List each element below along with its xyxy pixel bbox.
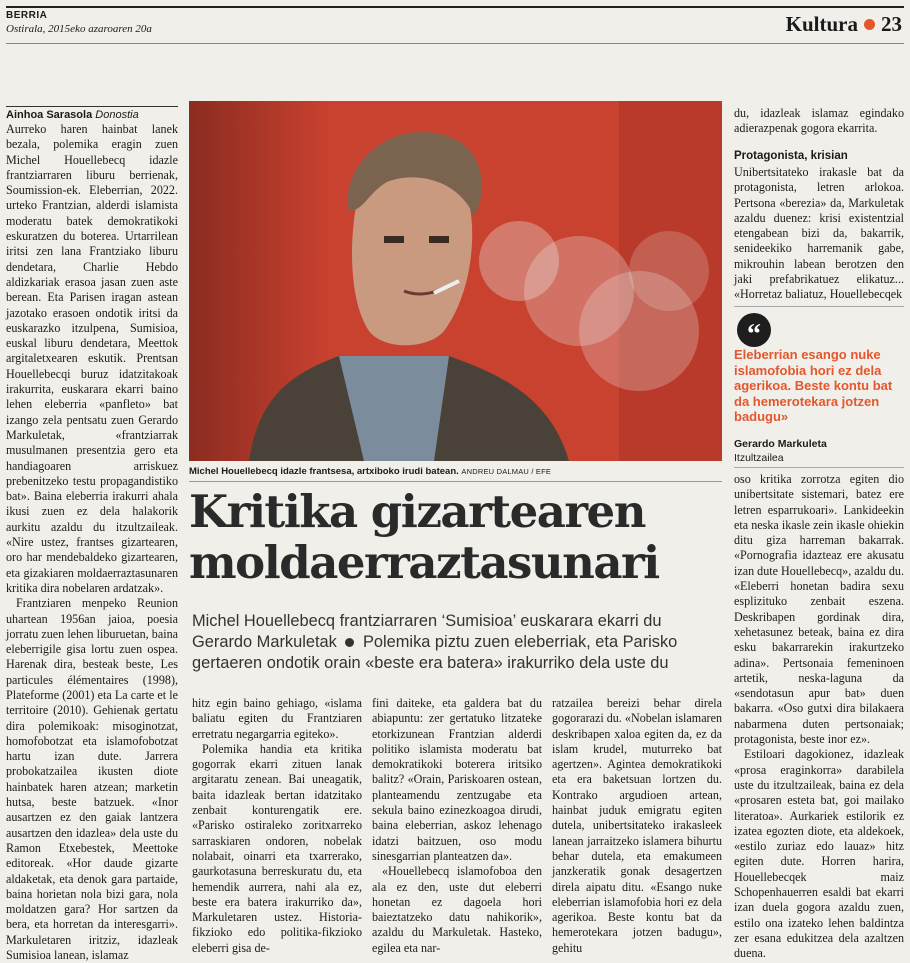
paragraph: fini daiteke, eta galdera bat du abiapuntu: zer gertatuko litzateke etorkizunean Frantzian alderdi politiko islamista moderatu bat demokratikoki boterera iritsiko balitz? «Orain, Pariskoaren ostean, planteamendu zentzugabe eta sekula baino ezinezkoagoa dirudi, baina eleberrian, askoz lehenago idatzi baitzuen, oso modu sinesgarrian planteatzen da».	[372, 696, 542, 863]
paragraph: Aurreko haren hainbat lanek bezala, polemika eragin zuen Michel Houellebecq idazle frantziarraren liburu berrienak, Soumission-ek. Eleberrian, 2022. urteko Frantzian, alderdi islamista moderatu batek demokratikoki eskuratzen du boterea. Urtarrilean iritsi zen lana Frantziako liburu dendetara, Charlie Hebdo aldizkariak erasoa jasan zuen aste berean. Eta Parisen iragan astean jazotako erasoen ondotik iritsi da euskarazko itzulpena, Sumisioa, euskal liburu dendetara, Meettok argitaletxearen eskutik. Prentsan Houellebecqi buruz idatzitakoak irakurrita, euskarara ekarri baino lehen eleberria «panfleto» bat izango zela pentsatu zuen Gerardo Markuletak, «frantziarrak musulmanen presentzia gero eta handiagoaren arriskuez prebenitzeko testu propagandistiko bat». Baina eleberria irakurri ahala ikusi zuen ez dela halakorik aurkitu azaldu du itzultzaileak. «Nire ustez, frantses gizartearen, oro har mendebaldeko gizartearen, eta gizakiaren moldaerraztasunaren kritika dira nobelaren ardatzak».	[6, 122, 178, 595]
byline-author: Ainhoa Sarasola	[6, 109, 93, 121]
paragraph: Frantziaren menpeko Reunion uhartean 1956an jaioa, poesia jorratu zuen lehen liburuetan, baina eleberrigile gisa lortu zuen ospea. Harenak dira, besteak beste, Les particules élémentaires (1998), Plateforme (2001) eta La carte et le territoire (2010). Gehienak gertatu dira polemikoak: misoginotzat, homofobotzat eta islamofobotzat hartu izan dute. Jarrera probokatzailea ikusten diote hainbatek haren atzean; marketin hutsa, beste batzuek. «Inor ausartzen ez den gaiak lantzera ausartzen den idazlea» dela uste du Ramon Etxebestek, Meettoke editoreak. «Hor daude gizarte aldaketak, eta denok gara partaide, baina horietan nola bizi gara, nola moldatzen gara? Hor sartzen da bera, eta horretan da interesgarri». Markuletaren iritziz, idazleak Sumisioa lanean, islamaz	[6, 596, 178, 963]
caption-rule	[189, 481, 722, 482]
pullquote-text: Eleberrian esango nuke islamofobia hori ez dela agerikoa. Beste kontu bat da hemerotekara jotzen badugu»	[734, 347, 893, 425]
article-column-5-top	[734, 106, 904, 146]
header-bottom-rule	[6, 43, 904, 44]
newspaper-brand: BERRIA	[6, 10, 48, 21]
paragraph: hitz egin baino gehiago, «islama baliatu egiten du Frantziaren erretratu negargarria egiteko».	[192, 696, 362, 741]
article-column-4	[552, 696, 722, 955]
paragraph: oso kritika zorrotza egiten dio unibertsitate sistemari, batez ere letren esparrukoari». Lankideekin eta neska ikasle zein ikasle ohiekin ditu giza harreman bakarrak. «Pornografia idazteaz ere akusatu izan dute Houellebecq», azaldu du. «Eleberri honetan badira sexu esplizituko zenbait eszena. Deskribapen gordinak dira, xehetasunez beteak, baina ez dira esku bakarrarekin irakurtzeko adina». Pertsonaia femeninoen artetik, neska-laguna da «sendotasun apur bat» duen bakarra. «Oso gutxi dira bilakaera nabarmena duten pertsonaiak; protagonista, beste inor ez».	[734, 472, 904, 747]
byline	[6, 106, 178, 121]
quote-mark-icon: “	[737, 313, 771, 347]
paragraph: Polemika handia eta kritika gogorrak ekarri zituen lanak argitaratu zenean. Bai uneagatik, baita idazleak bertan idatzitako zenbait konturengatik ere. «Parisko ostiraleko zoritxarreko sarraskiaren ondoren, nobelak nolabait, oinarri eta txarrerako, gaurkotasuna berreskuratu du, eta hemendik aurrera, nahi ala ez, beste era batera irakurriko da», Markuletaren ustez. Historia-fikzioko edo politika-fikzioko eleberri gisa de-	[192, 741, 362, 955]
paragraph: «Houellebecq islamofoboa den ala ez den, uste dut eleberri honetan ez dagoela hori baieztatzeko datu nahikorik», azaldu du Markuletak. Hasteko, egilea eta nar-	[372, 864, 542, 955]
issue-date: Ostirala, 2015eko azaroaren 20a	[6, 23, 152, 35]
pullquote-author: Gerardo Markuleta	[734, 438, 827, 450]
portrait-illustration	[189, 101, 722, 461]
photo-caption	[189, 466, 722, 477]
paragraph: Estiloari dagokionez, idazleak «prosa eraginkorra» darabilela uste du itzultzaileak, baina ez dela «prosaren esteta bat, goi mailako literatoa». Aurkariek estilorik ez izatea egozten diote, eta aldekoek, «estilo zuriaz edo lauaz» hitz egiten dute. Horren harira, Houellebecqek maiz Schopenhauerren esaldi bat ekarri izan duela gogora azaldu zuen, estilo ona izateko lehen baldintza zer esana edukitzea dela azaltzen duena.	[734, 747, 904, 961]
author-photo	[189, 101, 722, 461]
section-label	[786, 12, 902, 37]
headline-line-1: Kritika gizartearen	[189, 485, 645, 538]
article-column-1	[6, 122, 178, 963]
paragraph: du, idazleak islamaz egindako adierazpenak gogora ekarrita.	[734, 106, 904, 136]
deck-part-2: Polemika piztu zuen eleberriak, eta Parisko gertaeren ondotik orain «beste era batera» irakurriko dela uste du	[192, 633, 678, 672]
section-dot-icon	[864, 19, 875, 30]
deck-part-1: Michel Houellebecq frantziarraren ‘Sumisioa’ euskarara ekarri du Gerardo Markuletak	[192, 612, 662, 651]
photo-credit: ANDREU DALMAU / EFE	[461, 467, 552, 476]
deck	[192, 611, 722, 674]
paragraph: ratzailea bereizi behar direla gogorarazi du. «Nobelan islamaren deskribapen xaloa egiten da, ez da islam krudel, muturreko bat agertzen». Agintea demokratikoki eta era baketsuan lortzen du. Kontrako argudioen artean, hainbat juduk emigratu egiten dutela, unibertsitateko irakasleek lanean jarraitzeko islamera bihurtu behar dutela, eta emakumeen janzkeratik gonak desagertzen direla aipatu ditu. «Esango nuke eleberrian islamofobia hori ez dela agerikoa. Beste kontu bat da hemerotekara jotzen badugu», gehitu	[552, 696, 722, 955]
article-column-2	[192, 696, 362, 955]
headline-line-2: moldaerraztasunari	[189, 536, 659, 589]
quote-rule-bottom	[734, 467, 904, 468]
article-column-3	[372, 696, 542, 955]
header-top-rule	[6, 6, 904, 8]
headline	[189, 486, 724, 588]
quote-rule-top	[734, 306, 904, 307]
article-column-5	[734, 472, 904, 961]
section-name: Kultura	[785, 12, 858, 36]
paragraph: Unibertsitateko irakasle bat da protagonista, letren arlokoa. Pertsona «berezia» da, Markuletak azaldu duenez: krisi existentzial etengabean bizi da, bakarrik, senideekiko harremanik gabe, mikrouhin labean berotzen den jaki prefabrikatuez elikatuz... «Horretaz baliatuz, Houellebecqek	[734, 165, 904, 302]
byline-place: Donostia	[95, 109, 139, 121]
article-column-5-mid	[734, 165, 904, 305]
pullquote-role: Itzultzailea	[734, 452, 784, 464]
page-number: 23	[881, 12, 902, 36]
subhead: Protagonista, krisian	[734, 150, 848, 162]
caption-text: Michel Houellebecq idazle frantsesa, artxiboko irudi batean.	[189, 466, 459, 477]
bullet-icon	[345, 638, 354, 647]
